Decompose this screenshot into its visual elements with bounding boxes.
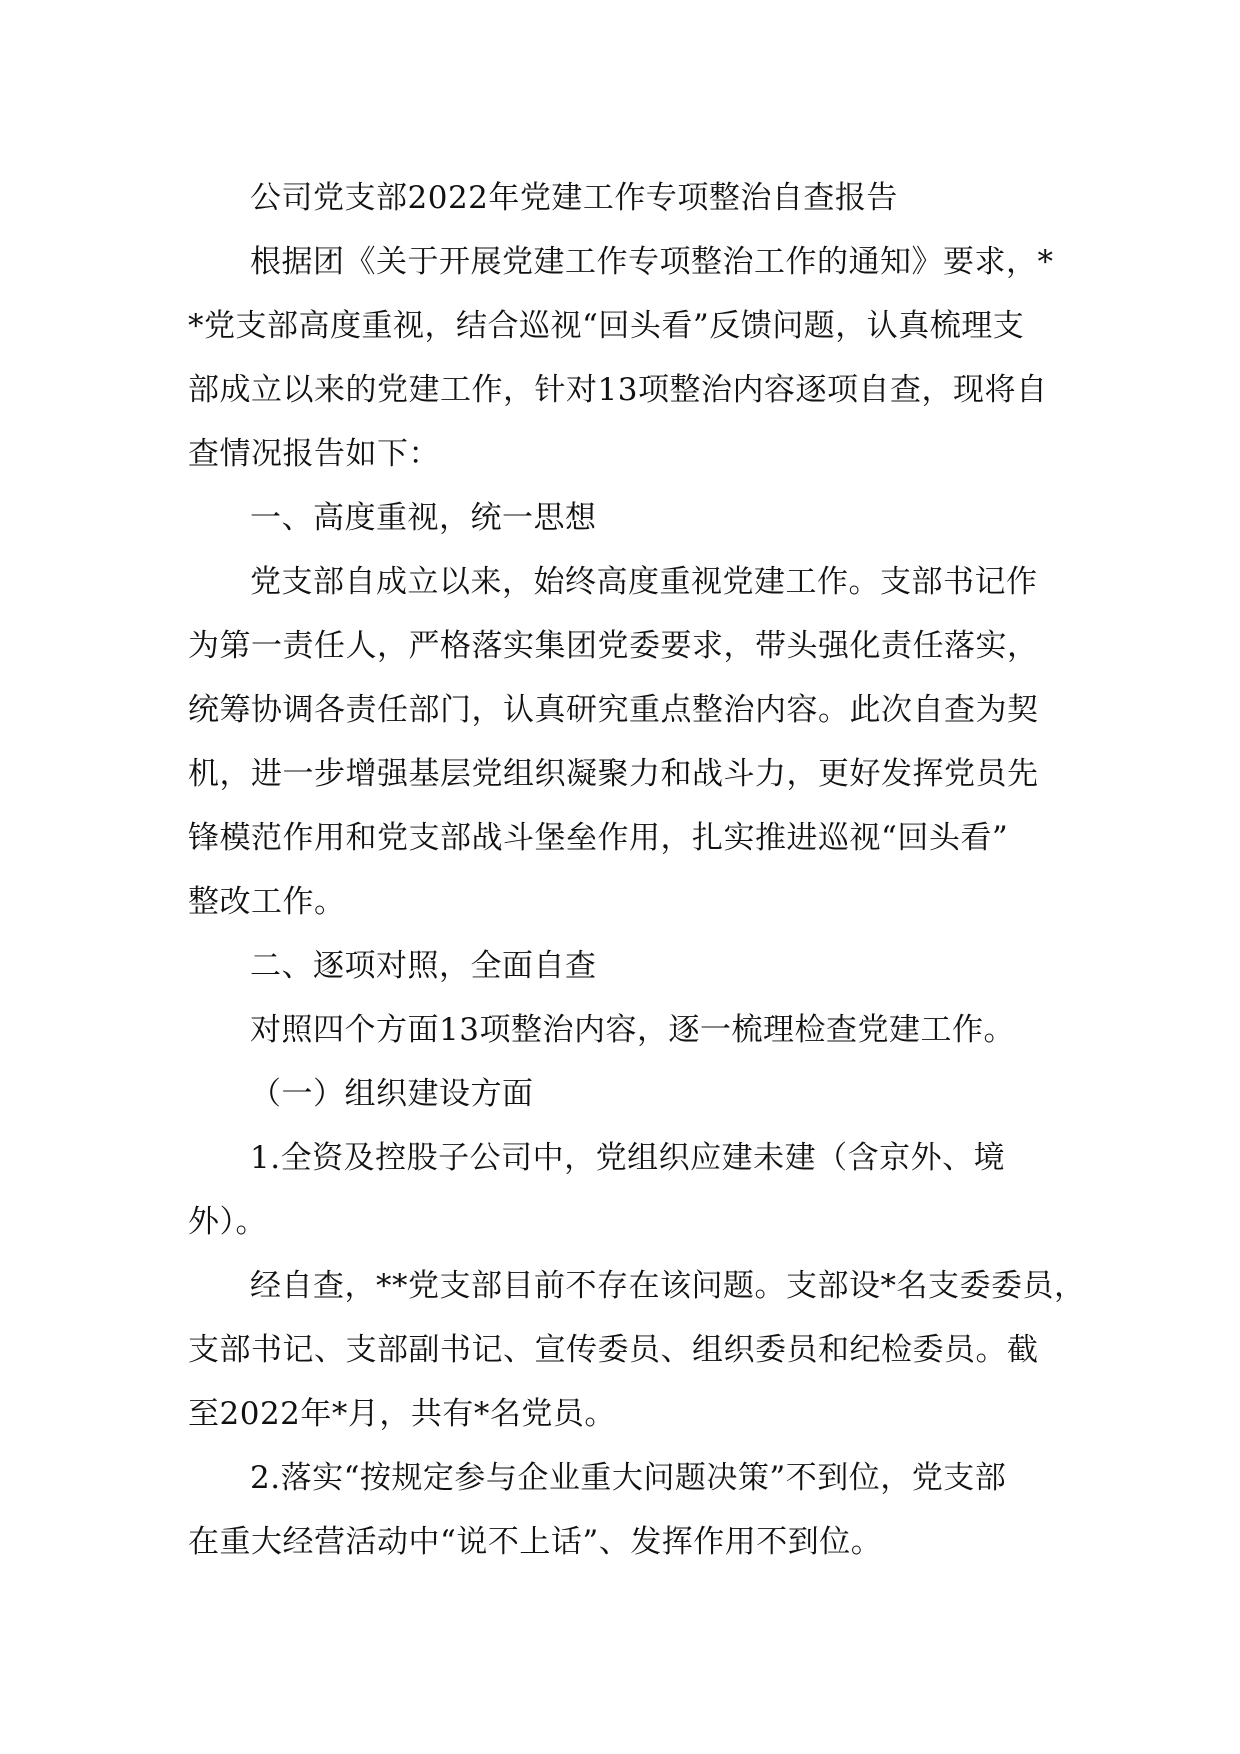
paragraph-line: *党支部高度重视，结合巡视“回头看”反馈问题，认真梳理支 <box>188 308 1025 344</box>
paragraph-line: 机，进一步增强基层党组织凝聚力和战斗力，更好发挥党员先 <box>188 756 1039 792</box>
paragraph-line: 锋模范作用和党支部战斗堡垒作用，扎实推进巡视“回头看” <box>188 820 1009 856</box>
paragraph-line: 整改工作。 <box>188 884 346 920</box>
item-line: 1.全资及控股子公司中，党组织应建未建（含京外、境 <box>250 1140 1006 1176</box>
paragraph-line: 党支部自成立以来，始终高度重视党建工作。支部书记作 <box>250 564 1038 600</box>
item-line: 在重大经营活动中“说不上话”、发挥作用不到位。 <box>188 1524 883 1560</box>
section-heading: 二、逐项对照，全面自查 <box>250 948 597 984</box>
paragraph-line: 经自查，**党支部目前不存在该问题。支部设*名支委委员， <box>250 1268 1086 1304</box>
paragraph-line: 至2022年*月，共有*名党员。 <box>188 1396 616 1432</box>
paragraph-line: 根据团《关于开展党建工作专项整治工作的通知》要求，* <box>250 244 1054 280</box>
item-line: 2.落实“按规定参与企业重大问题决策”不到位，党支部 <box>250 1460 1007 1496</box>
paragraph-line: 部成立以来的党建工作，针对13项整治内容逐项自查，现将自 <box>188 372 1048 408</box>
subsection-heading: （一）组织建设方面 <box>250 1076 534 1112</box>
paragraph-line: 支部书记、支部副书记、宣传委员、组织委员和纪检委员。截 <box>188 1332 1039 1368</box>
paragraph-line: 对照四个方面13项整治内容，逐一梳理检查党建工作。 <box>250 1012 1015 1048</box>
section-heading: 一、高度重视，统一思想 <box>250 500 597 536</box>
document-title: 公司党支部2022年党建工作专项整治自查报告 <box>250 180 898 216</box>
paragraph-line: 统筹协调各责任部门，认真研究重点整治内容。此次自查为契 <box>188 692 1039 728</box>
paragraph-line: 查情况报告如下： <box>188 436 440 472</box>
paragraph-line: 为第一责任人，严格落实集团党委要求，带头强化责任落实， <box>188 628 1039 664</box>
item-line: 外）。 <box>188 1204 267 1240</box>
